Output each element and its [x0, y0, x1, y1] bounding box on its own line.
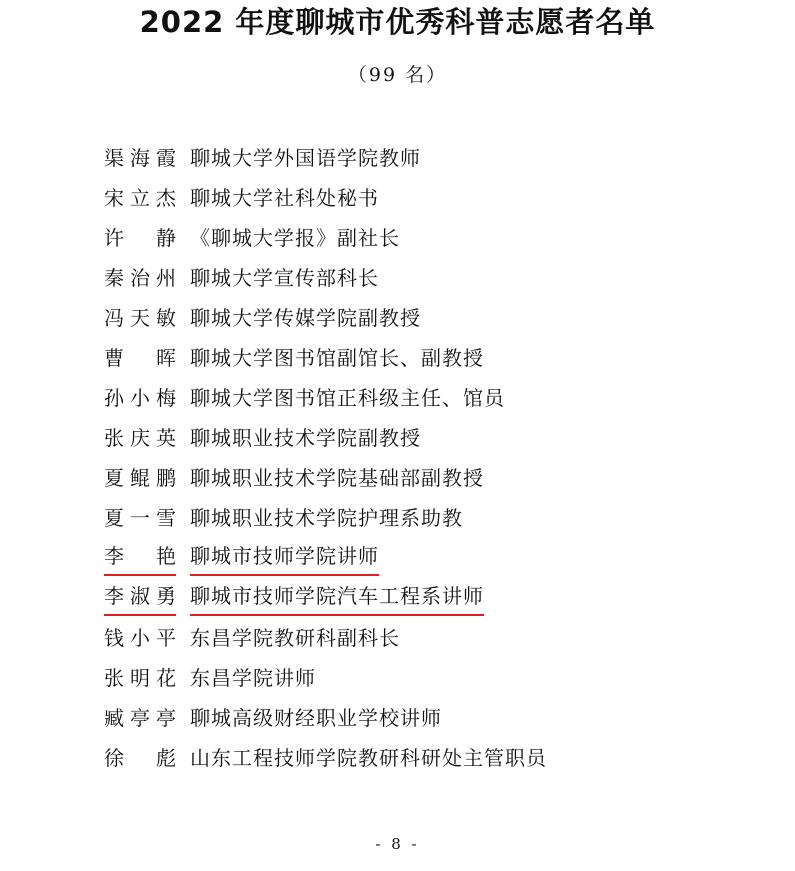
volunteer-name: 张明花 [104, 666, 176, 690]
volunteer-name: 李 艳 [104, 538, 176, 576]
volunteer-name: 臧亭亭 [104, 706, 176, 730]
volunteer-title: 东昌学院教研科副科长 [190, 626, 400, 650]
volunteer-title: 山东工程技师学院教研科研处主管职员 [190, 746, 547, 770]
list-item [0, 138, 795, 178]
list-item [0, 218, 795, 258]
list-item [0, 378, 795, 418]
list-item [0, 338, 795, 378]
volunteer-title: 聊城大学图书馆副馆长、副教授 [190, 346, 484, 370]
volunteer-title: 聊城大学宣传部科长 [190, 266, 379, 290]
list-item [0, 178, 795, 218]
volunteer-name: 钱小平 [104, 626, 176, 650]
volunteer-name: 许 静 [104, 226, 176, 250]
volunteer-name: 孙小梅 [104, 386, 176, 410]
volunteer-name: 宋立杰 [104, 186, 176, 210]
list-item [0, 418, 795, 458]
list-item-highlighted [0, 538, 795, 578]
volunteer-title: 聊城职业技术学院基础部副教授 [190, 466, 484, 490]
page-title: 2022 年度聊城市优秀科普志愿者名单 [139, 5, 656, 39]
page-subtitle: （99 名） [347, 64, 448, 86]
volunteer-name: 曹 晖 [104, 346, 176, 370]
volunteer-list [0, 138, 795, 778]
list-item-highlighted [0, 578, 795, 618]
volunteer-title: 《聊城大学报》副社长 [190, 226, 400, 250]
list-item [0, 298, 795, 338]
volunteer-title: 聊城职业技术学院副教授 [190, 426, 421, 450]
volunteer-title: 聊城市技师学院汽车工程系讲师 [190, 578, 484, 616]
list-item [0, 698, 795, 738]
volunteer-title: 聊城大学图书馆正科级主任、馆员 [190, 386, 505, 410]
volunteer-title: 聊城大学外国语学院教师 [190, 146, 421, 170]
volunteer-name: 李淑勇 [104, 578, 176, 616]
volunteer-title: 聊城市技师学院讲师 [190, 538, 379, 576]
list-item [0, 498, 795, 538]
list-item [0, 258, 795, 298]
volunteer-name: 冯天敏 [104, 306, 176, 330]
volunteer-title: 东昌学院讲师 [190, 666, 316, 690]
volunteer-name: 渠海霞 [104, 146, 176, 170]
volunteer-title: 聊城高级财经职业学校讲师 [190, 706, 442, 730]
volunteer-name: 秦治州 [104, 266, 176, 290]
list-item [0, 738, 795, 778]
volunteer-title: 聊城大学社科处秘书 [190, 186, 379, 210]
volunteer-title: 聊城大学传媒学院副教授 [190, 306, 421, 330]
page-number: - 8 - [375, 835, 420, 853]
volunteer-name: 夏鲲鹏 [104, 466, 176, 490]
volunteer-name: 张庆英 [104, 426, 176, 450]
list-item [0, 658, 795, 698]
volunteer-title: 聊城职业技术学院护理系助教 [190, 506, 463, 530]
list-item [0, 618, 795, 658]
list-item [0, 458, 795, 498]
volunteer-name: 夏一雪 [104, 506, 176, 530]
volunteer-name: 徐 彪 [104, 746, 176, 770]
